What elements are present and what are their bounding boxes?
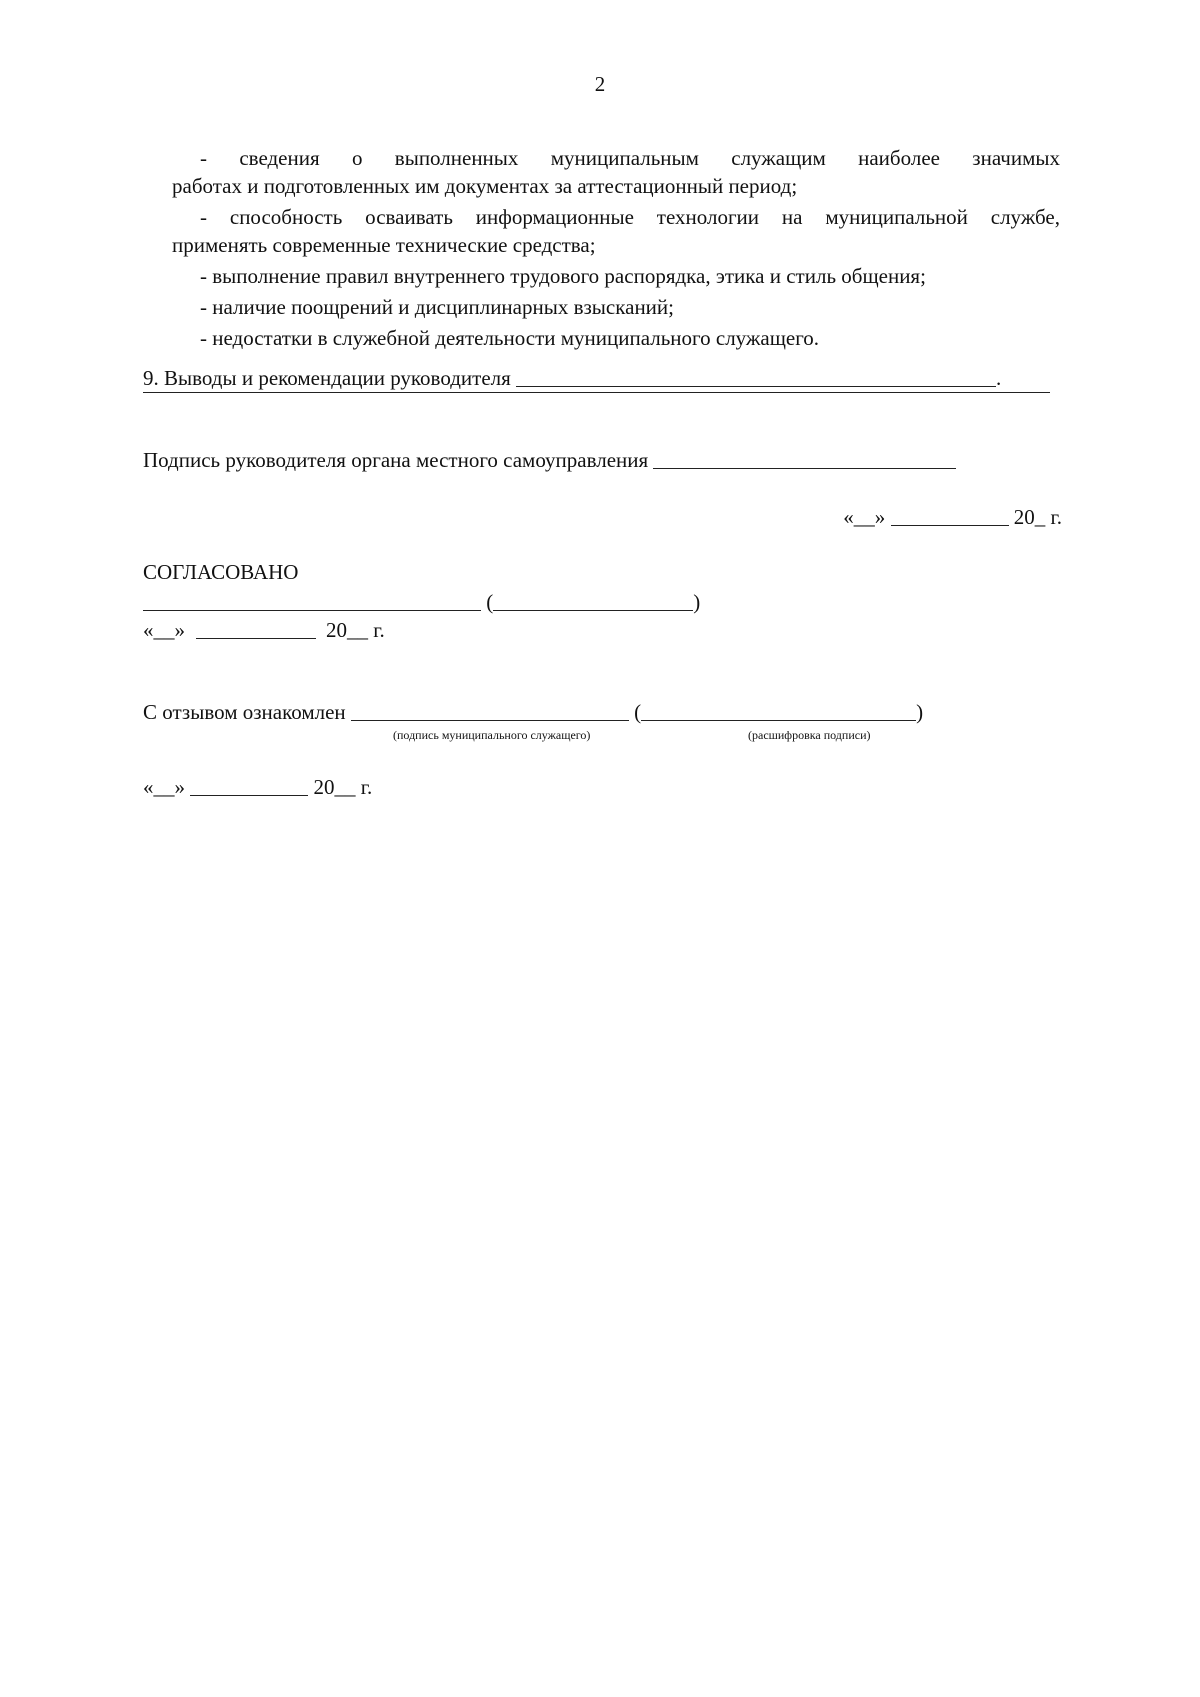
head-signature-line	[143, 446, 956, 474]
list-item-first-line: - выполнение правил внутреннего трудового распорядка, этика и стиль общения;	[200, 264, 926, 288]
list-item	[172, 203, 1060, 259]
agreed-date-month-field[interactable]	[196, 638, 316, 639]
item9-end: .	[996, 366, 1002, 390]
agreed-date-line	[143, 616, 385, 644]
employee-signature-field[interactable]	[351, 720, 629, 721]
acquainted-paren-close: )	[916, 700, 924, 724]
list-item-first-line: - недостатки в служебной деятельности муниципального служащего.	[200, 326, 820, 350]
caption-signature: (подпись муниципального служащего)	[393, 728, 591, 742]
employee-name-field[interactable]	[641, 720, 916, 721]
head-signature-label: Подпись руководителя органа местного самоуправления	[143, 448, 649, 472]
item9-line	[143, 364, 1001, 392]
head-date-month-field[interactable]	[891, 525, 1009, 526]
head-signature-field[interactable]	[653, 468, 956, 469]
agreed-date-year: 20__	[326, 618, 368, 642]
list-item	[172, 324, 1060, 352]
final-date-year: 20__	[313, 775, 356, 799]
agreed-date-open: «__»	[143, 618, 185, 642]
list-item-first-line: - наличие поощрений и дисциплинарных взысканий;	[200, 295, 674, 319]
item9-fill-field[interactable]	[516, 386, 996, 387]
head-date-suffix: г.	[1050, 505, 1062, 529]
final-date-suffix: г.	[360, 775, 373, 799]
list-item-continuation: работах и подготовленных им документах за аттестационный период;	[172, 174, 798, 198]
head-date-line	[843, 503, 1062, 531]
acquainted-line	[143, 698, 923, 726]
agreed-signature-line	[143, 588, 700, 616]
page-number: 2	[594, 72, 606, 96]
caption-decoding: (расшифровка подписи)	[748, 728, 871, 742]
item9-label: 9. Выводы и рекомендации руководителя	[143, 366, 511, 390]
criteria-list	[172, 144, 1060, 355]
agreed-paren-close: )	[693, 590, 701, 614]
item9-second-line-field[interactable]	[143, 392, 1050, 393]
acquainted-label: С отзывом ознакомлен	[143, 700, 346, 724]
list-item	[172, 144, 1060, 200]
list-item-first-line: - сведения о выполненных муниципальным служащим наиболее значимых	[200, 146, 1060, 170]
final-date-open: «__»	[143, 775, 185, 799]
final-date-month-field[interactable]	[190, 795, 308, 796]
agreed-signature-field[interactable]	[143, 610, 481, 611]
final-date-line	[143, 773, 372, 801]
agreed-date-suffix: г.	[373, 618, 385, 642]
list-item	[172, 293, 1060, 321]
agreed-paren-open: (	[486, 590, 494, 614]
list-item-first-line: - способность осваивать информационные технологии на муниципальной службе,	[200, 205, 1060, 229]
list-item	[172, 262, 1060, 290]
agreed-label: СОГЛАСОВАНО	[143, 560, 299, 584]
head-date-open: «__»	[843, 505, 886, 529]
head-date-year: 20_	[1013, 505, 1046, 529]
acquainted-paren-open: (	[634, 700, 642, 724]
agreed-name-field[interactable]	[493, 610, 693, 611]
list-item-continuation: применять современные технические средства;	[172, 233, 596, 257]
